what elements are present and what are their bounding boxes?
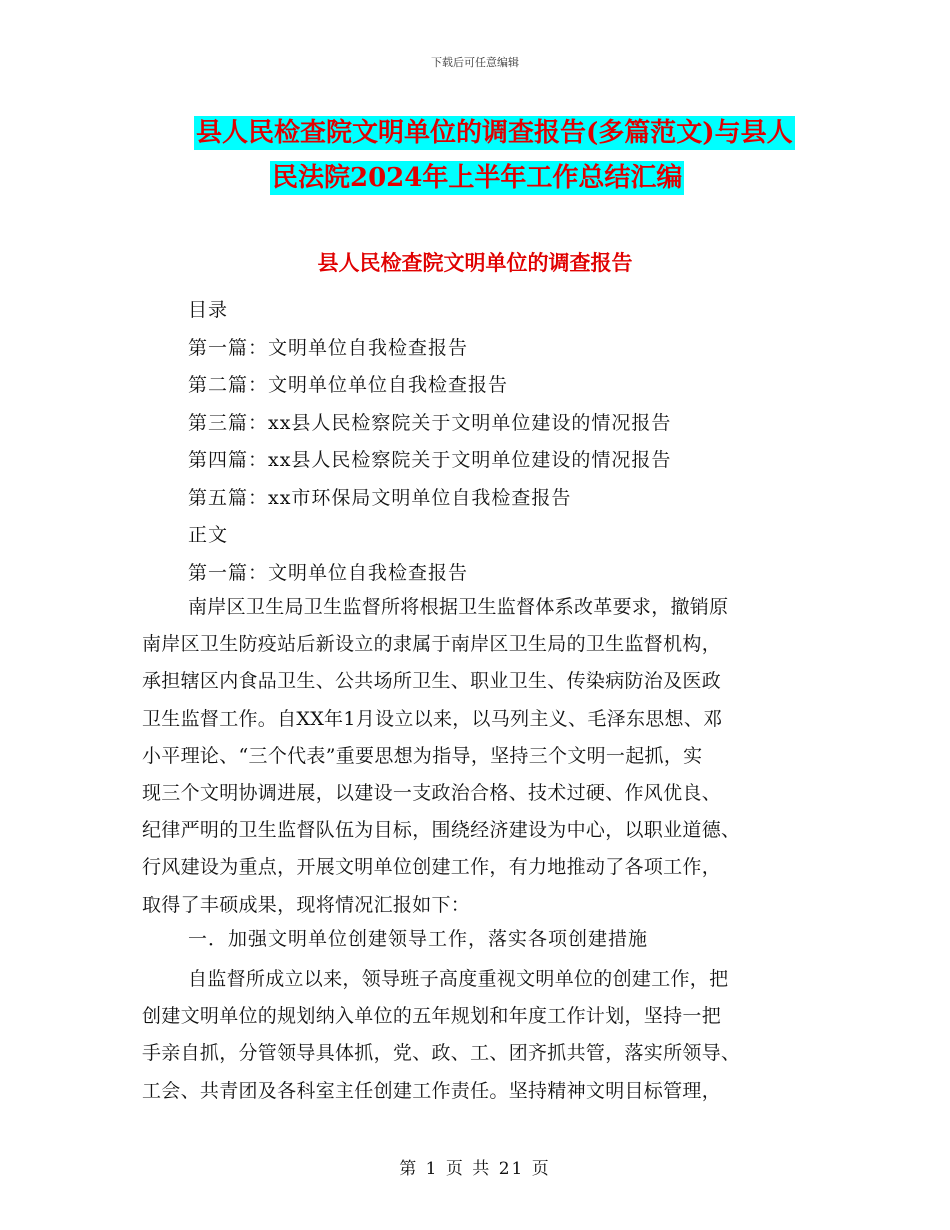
paragraph-line: 自监督所成立以来，领导班子高度重视文明单位的创建工作，把 xyxy=(188,968,729,990)
paragraph-line: 取得了丰硕成果，现将情况汇报如下： xyxy=(142,893,471,916)
paragraph-line: 南岸区卫生局卫生监督所将根据卫生监督体系改革要求，撤销原 xyxy=(188,596,729,618)
document-heading: 县人民检查院文明单位的调查报告 xyxy=(317,250,633,275)
main-title-line-2 xyxy=(0,157,950,194)
table-of-contents xyxy=(188,292,671,592)
toc-label: 目录 xyxy=(188,299,229,321)
paragraph-line: 纪律严明的卫生监督队伍为目标，围绕经济建设为中心，以职业道德、 xyxy=(142,819,741,842)
header-note: 下载后可任意编辑 xyxy=(431,56,519,69)
body-label: 正文 xyxy=(188,524,229,546)
paragraph-line: 卫生监督工作。自XX年1月设立以来，以马列主义、毛泽东思想、邓 xyxy=(142,707,723,730)
main-title-line-1 xyxy=(0,112,950,149)
paragraph-1 xyxy=(142,589,812,924)
paragraph-line: 南岸区卫生防疫站后新设立的隶属于南岸区卫生局的卫生监督机构， xyxy=(142,633,722,656)
paragraph-line: 现三个文明协调进展，以建设一支政治合格、技术过硬、作风优良、 xyxy=(142,782,722,805)
paragraph-line: 手亲自抓，分管领导具体抓，党、政、工、团齐抓共管，落实所领导、 xyxy=(142,1042,741,1065)
toc-item: 第五篇：xx市环保局文明单位自我检查报告 xyxy=(188,486,572,509)
page-footer: 第 1 页 共 21 页 xyxy=(399,1159,551,1179)
section-1-heading: 一．加强文明单位创建领导工作，落实各项创建措施 xyxy=(188,928,649,950)
toc-item: 第一篇：文明单位自我检查报告 xyxy=(188,336,469,359)
paragraph-line: 小平理论、“三个代表”重要思想为指导，坚持三个文明一起抓，实 xyxy=(142,744,703,767)
toc-item: 第二篇：文明单位单位自我检查报告 xyxy=(188,374,509,396)
main-title-line-1-text: 县人民检查院文明单位的调查报告(多篇范文)与县人 xyxy=(196,118,793,148)
main-title-line-2-text: 民法院2024年上半年工作总结汇编 xyxy=(272,163,683,193)
toc-item: 第三篇：xx县人民检察院关于文明单位建设的情况报告 xyxy=(188,411,672,434)
first-chapter-heading: 第一篇：文明单位自我检查报告 xyxy=(188,561,469,584)
paragraph-line: 工会、共青团及各科室主任创建工作责任。坚持精神文明目标管理， xyxy=(142,1079,722,1102)
paragraph-line: 承担辖区内食品卫生、公共场所卫生、职业卫生、传染病防治及医政 xyxy=(142,670,722,693)
paragraph-line: 行风建设为重点，开展文明单位创建工作，有力地推动了各项工作， xyxy=(142,856,722,879)
toc-item: 第四篇：xx县人民检察院关于文明单位建设的情况报告 xyxy=(188,449,672,471)
paragraph-line: 创建文明单位的规划纳入单位的五年规划和年度工作计划，坚持一把 xyxy=(142,1005,722,1028)
paragraph-2 xyxy=(142,961,812,1110)
